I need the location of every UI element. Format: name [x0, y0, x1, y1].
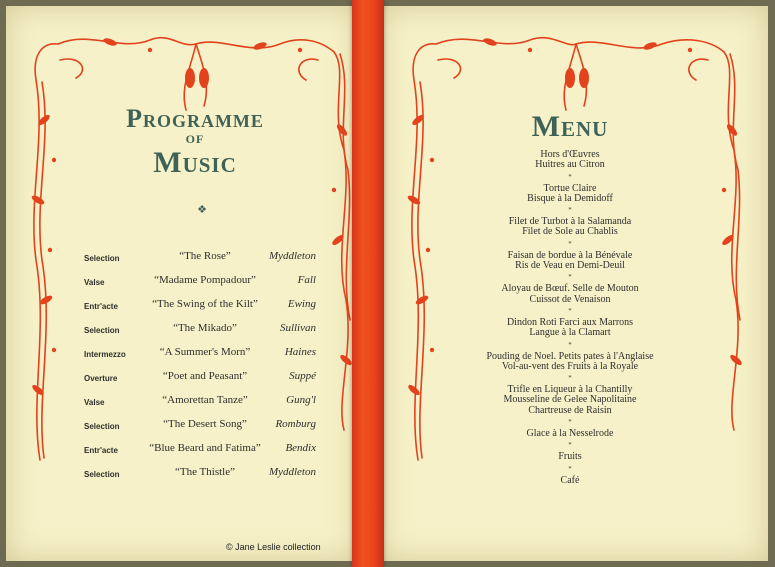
programme-composer: Romburg: [275, 418, 316, 430]
programme-composer: Haines: [284, 346, 316, 358]
menu-item: Huitres au Citron: [535, 159, 605, 171]
menu-separator: *: [568, 464, 572, 473]
menu-separator: *: [568, 273, 572, 282]
menu-course: [470, 284, 670, 305]
menu-separator: *: [568, 306, 572, 315]
menu-item: Mousseline de Gelee Napolitaine: [503, 394, 637, 406]
menu-title: Menu: [531, 110, 609, 143]
programme-row: [0, 274, 352, 290]
programme-composer: Myddleton: [268, 250, 316, 262]
programme-genre: Valse: [84, 278, 105, 287]
menu-separator: *: [568, 340, 572, 349]
menu-item: Vol-au-vent des Fruits à la Royale: [501, 360, 639, 372]
programme-row: [0, 250, 352, 266]
menu-item: Bisque à la Demidoff: [527, 192, 613, 204]
menu-separator: *: [568, 418, 572, 427]
menu-course: [470, 385, 670, 416]
menu-item: Filet de Sole au Chablis: [522, 226, 618, 238]
programme-genre: Selection: [84, 254, 120, 263]
programme-genre: Entr'acte: [84, 302, 118, 311]
programme-piece-title: “Madame Pompadour”: [154, 274, 256, 286]
programme-composer: Suppé: [289, 370, 316, 382]
menu-item: Dindon Roti Farci aux Marrons: [506, 316, 634, 328]
programme-piece-title: “A Summer's Morn”: [159, 346, 251, 358]
programme-piece-title: “Amorettan Tanze”: [162, 394, 248, 406]
menu-item: Faisan de bordue à la Bénévale: [507, 249, 633, 261]
programme-title-line2: of: [185, 128, 205, 147]
menu-course: [470, 452, 670, 462]
programme-row: [0, 346, 352, 362]
menu-item: Pouding de Noel. Petits pates à l'Anglaise: [486, 350, 654, 362]
menu-course: [470, 429, 670, 439]
programme-genre: Valse: [84, 398, 105, 407]
menu-separator: *: [568, 374, 572, 383]
menu-separator: *: [568, 441, 572, 450]
red-ribbon: [352, 0, 384, 567]
programme-title-line3: Music: [153, 146, 237, 179]
menu-item: Tortue Claire: [543, 182, 597, 194]
programme-genre: Overture: [84, 374, 118, 383]
programme-row: [0, 298, 352, 314]
programme-piece-title: “The Swing of the Kilt”: [152, 298, 258, 310]
ornament-icon: ❖: [197, 204, 207, 216]
menu-item: Glace à la Nesselrode: [526, 428, 614, 440]
menu-item: Langue à la Clamart: [529, 327, 611, 339]
menu-item: Hors d'Œuvres: [540, 149, 600, 160]
programme-composer: Gung'l: [286, 394, 316, 406]
programme-genre: Selection: [84, 326, 120, 335]
programme-piece-title: “The Mikado”: [173, 322, 237, 334]
menu-separator: *: [568, 172, 572, 181]
programme-title-line1: Programme: [126, 104, 264, 133]
programme-row: [0, 466, 352, 482]
programme-row: [0, 322, 352, 338]
menu-item: Ris de Veau en Demi-Deuil: [515, 260, 625, 272]
programme-genre: Selection: [84, 422, 120, 431]
programme-composer: Ewing: [287, 298, 316, 310]
programme-genre: Selection: [84, 470, 120, 479]
menu-course: [470, 184, 670, 205]
programme-row: [0, 394, 352, 410]
programme-row: [0, 418, 352, 434]
menu-item: Fruits: [558, 451, 582, 463]
menu-course: [470, 352, 670, 373]
menu-item: Cuissot de Venaison: [529, 293, 611, 305]
programme-piece-title: “The Rose”: [179, 250, 231, 262]
programme-composer: Sullivan: [279, 322, 316, 334]
menu-separator: *: [568, 206, 572, 215]
programme-piece-title: “The Thistle”: [175, 466, 235, 478]
menu-item: Filet de Turbot à la Salamanda: [508, 216, 632, 228]
copyright-credit: © Jane Leslie collection: [226, 542, 321, 552]
menu-item: Café: [560, 474, 580, 486]
menu-item: Trifle en Liqueur à la Chantilly: [507, 384, 633, 396]
menu-item: Aloyau de Bœuf. Selle de Mouton: [501, 283, 639, 295]
menu-course: [470, 251, 670, 272]
menu-item: Chartreuse de Raisin: [528, 404, 612, 416]
menu-separator: *: [568, 239, 572, 248]
programme-genre: Entr'acte: [84, 446, 118, 455]
menu-course: [470, 217, 670, 238]
menu-course: [470, 318, 670, 339]
programme-row: [0, 442, 352, 458]
programme-genre: Intermezzo: [84, 350, 126, 359]
programme-composer: Fall: [297, 274, 316, 286]
programme-piece-title: “Blue Beard and Fatima”: [149, 442, 261, 454]
programme-row: [0, 370, 352, 386]
programme-piece-title: “The Desert Song”: [163, 418, 247, 430]
programme-composer: Myddleton: [268, 466, 316, 478]
programme-composer: Bendix: [285, 442, 316, 454]
menu-list: [470, 150, 670, 486]
menu-course: [470, 476, 670, 486]
menu-course: [470, 150, 670, 171]
programme-piece-title: “Poet and Peasant”: [162, 370, 248, 382]
